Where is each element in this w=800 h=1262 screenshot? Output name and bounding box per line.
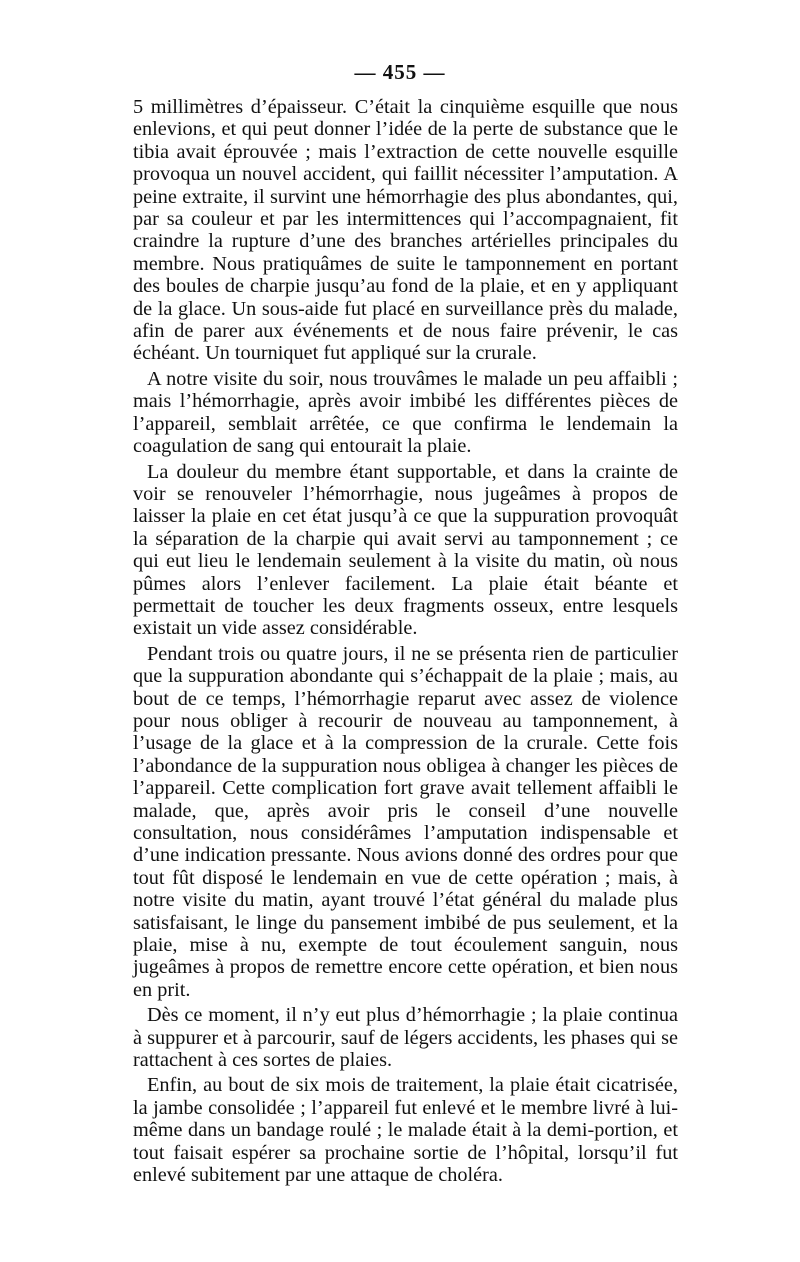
paragraph-4: Pendant trois ou quatre jours, il ne se présenta rien de particulier que la suppuration abondante qui s’échappait de la plaie ; mais, au bout de ce temps, l’hémorrhagie reparut avec assez de violence pour nous obliger à recourir de nouveau au tamponnement, à l’usage de la glace et à la compression de la crurale. Cette fois l’abondance de la suppuration nous obligea à changer les pièces de l’appareil. Cette complication fort grave avait tellement affaibli le malade, que, après avoir pris le conseil d’une nouvelle consultation, nous considérâmes l’amputation indispensable et d’une indication pressante. Nous avions donné des ordres pour que tout fût disposé le lendemain en vue de cette opération ; mais, à notre visite du matin, ayant trouvé l’état général du malade plus satisfaisant, le linge du pansement imbibé de pus seulement, et la plaie, mise à nu, exempte de tout écoulement sanguin, nous jugeâmes à propos de remettre encore cette opération, et bien nous en prit. bbox=[133, 642, 678, 1001]
paragraph-1: 5 millimètres d’épaisseur. C’était la cinquième esquille que nous enlevions, et qui peut donner l’idée de la perte de substance que le tibia avait éprouvée ; mais l’extraction de cette nouvelle esquille provoqua un nouvel accident, qui faillit nécessiter l’amputation. A peine extraite, il survint une hémorrhagie des plus abondantes, qui, par sa couleur et par les intermittences qui l’accompagnaient, fit craindre la rupture d’une des branches artérielles principales du membre. Nous pratiquâmes de suite le tamponnement en portant des boules de charpie jusqu’au fond de la plaie, et en y appliquant de la glace. Un sous-aide fut placé en surveillance près du malade, afin de parer aux événements et de nous faire prévenir, le cas échéant. Un tourniquet fut appliqué sur la crurale. bbox=[133, 96, 678, 365]
body-text bbox=[133, 96, 678, 1190]
page-number: — 455 — bbox=[354, 60, 446, 84]
paragraph-5: Dès ce moment, il n’y eut plus d’hémorrhagie ; la plaie continua à suppurer et à parcourir, sauf de légers accidents, les phases qui se rattachent à ces sortes de plaies. bbox=[133, 1004, 678, 1072]
paragraph-2: A notre visite du soir, nous trouvâmes le malade un peu affaibli ; mais l’hémorrhagie, après avoir imbibé les différentes pièces de l’appareil, semblait arrêtée, ce que confirma le lendemain la coagulation de sang qui entourait la plaie. bbox=[133, 367, 678, 458]
paragraph-6: Enfin, au bout de six mois de traitement, la plaie était cicatrisée, la jambe consolidée ; l’appareil fut enlevé et le membre livré à lui-même dans un bandage roulé ; le malade était à la demi-portion, et tout faisait espérer sa prochaine sortie de l’hôpital, lorsqu’il fut enlevé subitement par une attaque de choléra. bbox=[133, 1074, 678, 1187]
paragraph-3: La douleur du membre étant supportable, et dans la crainte de voir se renouveler l’hémorrhagie, nous jugeâmes à propos de laisser la plaie en cet état jusqu’à ce que la suppuration provoquât la séparation de la charpie qui avait servi au tamponnement ; ce qui eut lieu le lendemain seulement à la visite du matin, où nous pûmes alors l’enlever facilement. La plaie était béante et permettait de toucher les deux fragments osseux, entre lesquels existait un vide assez considérable. bbox=[133, 460, 678, 640]
